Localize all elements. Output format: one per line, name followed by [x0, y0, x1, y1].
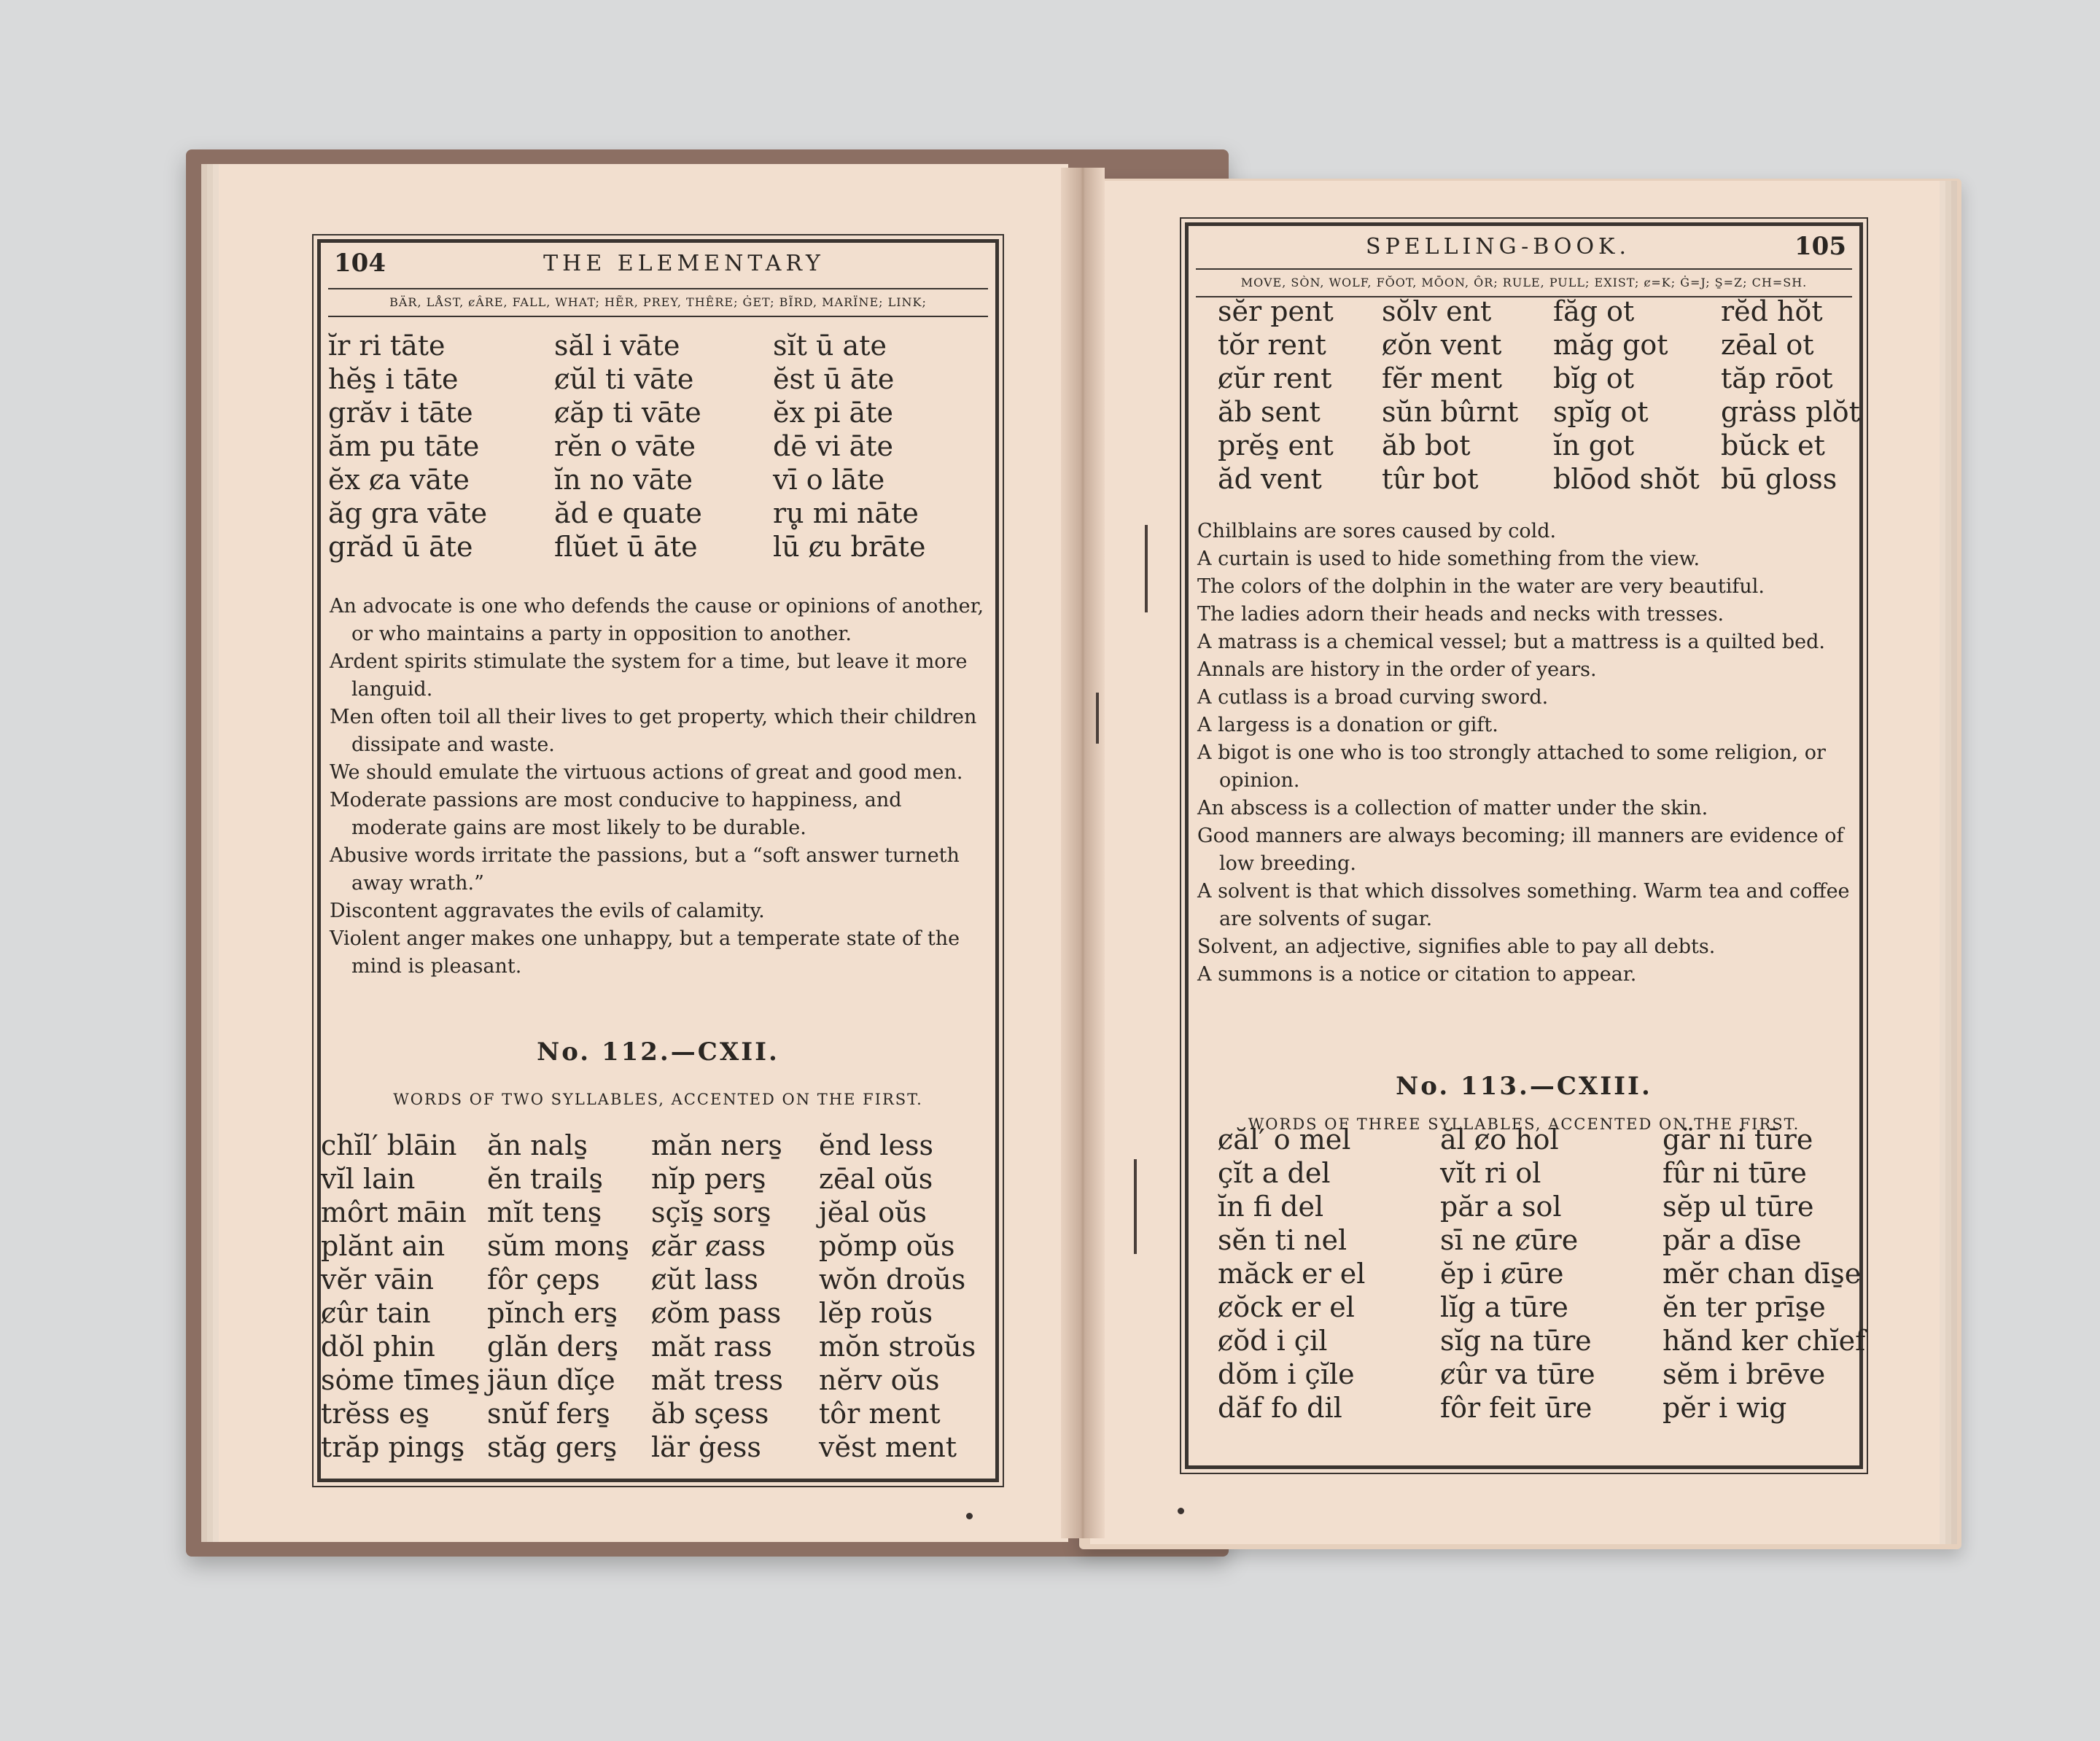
word-cell: ȼŏm pass [651, 1297, 782, 1329]
word-cell: nĭp pers̱ [651, 1163, 766, 1195]
word-cell: jäun dĭçe [487, 1364, 615, 1396]
word-cell: lū ȼu brāte [773, 531, 926, 563]
word-cell: sçĭs̱ sors̱ [651, 1196, 771, 1228]
word-cell: măg got [1553, 329, 1668, 361]
word-cell: wŏn droŭs [819, 1263, 966, 1296]
word-cell: prĕs̱ ent [1218, 429, 1334, 461]
word-cell: hĕs̱ i tāte [328, 363, 459, 395]
sentence: Ardent spirits stimulate the system for a time, but leave it more languid. [330, 650, 968, 701]
left-pronunciation-key: BÄR, LÅST, ȼÂRE, FALL, WHAT; HẼR, PREY, THÊRE; ĠET; BĨRD, MARÏNE; LINK; [328, 288, 988, 317]
sentence: Abusive words irritate the passions, but a “soft answer turneth away wrath.” [330, 844, 960, 895]
word-cell: mĕr chan dīs̱e [1662, 1258, 1862, 1290]
word-cell: pĕr i wig [1662, 1392, 1787, 1424]
word-cell: vĭt ri ol [1440, 1157, 1541, 1189]
word-cell: zēal oŭs [819, 1163, 933, 1195]
right-page-number: 105 [1794, 232, 1846, 261]
word-cell: stăg gers̱ [487, 1431, 618, 1463]
word-cell: sĭt ū ate [773, 330, 887, 362]
word-cell: pĭnch ers̱ [487, 1297, 618, 1329]
right-pronunciation-key: MOVE, SÒN, WOLF, FŎOT, MŌON, ÔR; RULE, PULL; EXIST; ȼ=K; Ġ=J; S̱=Z; CH=SH. [1196, 268, 1852, 297]
word-cell: ăm pu tāte [328, 430, 480, 462]
word-cell: măt rass [651, 1331, 772, 1363]
word-cell: ȼûr va tūre [1440, 1358, 1595, 1390]
word-cell: măn ners̱ [651, 1129, 782, 1161]
word-cell: snŭf fers̱ [487, 1398, 610, 1430]
word-cell: gär ni tūre [1662, 1123, 1813, 1156]
word-cell: plănt ain [321, 1230, 446, 1262]
sentence: Discontent aggravates the evils of calamity. [330, 900, 765, 922]
sentence: We should emulate the virtuous actions of great and good men. [330, 761, 963, 784]
word-cell: ȼŭr rent [1218, 362, 1332, 394]
word-cell: ȼŭt lass [651, 1263, 758, 1296]
word-cell: fôr feit ūre [1440, 1392, 1592, 1424]
binding-stitch [1096, 693, 1099, 744]
word-cell: ĕx pi āte [773, 397, 893, 429]
word-cell: ăb sent [1218, 396, 1321, 428]
word-cell: ĕn ter prīs̱e [1662, 1291, 1826, 1323]
book-gutter [1061, 168, 1105, 1538]
sentence: A cutlass is a broad curving sword. [1197, 686, 1549, 709]
binding-stitch [1134, 1159, 1137, 1254]
word-cell: sȯme tīmes̱ [321, 1364, 481, 1396]
word-cell: dăf fo dil [1218, 1392, 1342, 1424]
word-cell: hănd ker chĭef [1662, 1325, 1866, 1357]
word-cell: ĕn trails̱ [487, 1163, 603, 1195]
word-cell: tôr ment [819, 1398, 941, 1430]
word-cell: ăg gra vāte [328, 497, 488, 529]
word-cell: dŏl phin [321, 1331, 435, 1363]
sentence: An abscess is a collection of matter under the skin. [1197, 797, 1708, 819]
word-cell: pŏmp oŭs [819, 1230, 955, 1262]
word-cell: ĭn fi del [1218, 1191, 1324, 1223]
word-cell: çĭt a del [1218, 1157, 1331, 1189]
word-cell: vī o lāte [773, 464, 885, 496]
word-cell: ăl ȼo hol [1440, 1123, 1559, 1156]
sentence: A curtain is used to hide something from the view. [1197, 548, 1700, 570]
word-cell: sĕm i brēve [1662, 1358, 1826, 1390]
word-cell: ĕnd less [819, 1129, 934, 1161]
left-page-number: 104 [334, 249, 386, 278]
left-section-subtitle: WORDS OF TWO SYLLABLES, ACCENTED ON THE FIRST. [393, 1091, 923, 1108]
sentence: A matrass is a chemical vessel; but a mattress is a quilted bed. [1197, 631, 1825, 653]
word-cell: măt tress [651, 1364, 783, 1396]
word-cell: lär ġess [651, 1431, 761, 1463]
word-cell: tŏr rent [1218, 329, 1326, 361]
word-cell: bŭck et [1721, 429, 1825, 461]
word-cell: ȼăp ti vāte [554, 397, 701, 429]
word-cell: ăb bot [1382, 429, 1471, 461]
right-word-table [1218, 295, 1860, 496]
binding-stitch [1145, 525, 1148, 612]
word-cell: dŏm i çĭle [1218, 1358, 1355, 1390]
word-cell: ȼûr tain [321, 1297, 431, 1329]
word-cell: sŏlv ent [1382, 295, 1492, 327]
word-cell: sĕp ul tūre [1662, 1191, 1814, 1223]
word-cell: săl i vāte [554, 330, 680, 362]
word-cell: môrt māin [321, 1196, 467, 1228]
word-cell: măck er el [1218, 1258, 1366, 1290]
word-cell: ȼăr ȼass [651, 1230, 766, 1262]
word-cell: glăn ders̱ [487, 1331, 619, 1363]
sentence: A largess is a donation or gift. [1197, 714, 1498, 736]
left-word-table [328, 329, 984, 564]
word-cell: ĭn no vāte [554, 464, 693, 496]
word-cell: ĭn got [1553, 429, 1635, 461]
ink-dot [966, 1513, 973, 1519]
word-cell: grăv i tāte [328, 397, 473, 429]
ink-dot [1178, 1508, 1184, 1514]
word-cell: ăn nals̱ [487, 1129, 588, 1161]
sentence: Violent anger makes one unhappy, but a temperate state of the mind is pleasant. [330, 927, 960, 978]
word-cell: ĕp i ȼūre [1440, 1258, 1564, 1290]
word-cell: tûr bot [1382, 463, 1479, 495]
right-page-header [1189, 226, 1859, 267]
right-section-subtitle: WORDS OF THREE SYLLABLES, ACCENTED ON THE FIRST. [1248, 1115, 1800, 1133]
right-section-table [1218, 1123, 1866, 1425]
word-cell: spĭg ot [1553, 396, 1649, 428]
word-cell: ăd e quate [554, 497, 702, 529]
sentence: Men often toil all their lives to get property, which their children dissipate and waste. [330, 706, 977, 756]
word-cell: nĕrv oŭs [819, 1364, 940, 1396]
word-cell: rĕn o vāte [554, 430, 696, 462]
word-cell: sĕr pent [1218, 295, 1334, 327]
right-section-number: No. 113.—CXIII. [1396, 1072, 1652, 1101]
sentence: Chilblains are sores caused by cold. [1197, 520, 1557, 542]
word-cell: fôr çeps [487, 1263, 600, 1296]
word-cell: jĕal oŭs [819, 1196, 928, 1228]
word-cell: ȼŏn vent [1382, 329, 1502, 361]
word-cell: sĕn ti nel [1218, 1224, 1348, 1256]
word-cell: păr a dīse [1662, 1224, 1802, 1256]
sentence: A bigot is one who is too strongly attached to some religion, or opinion. [1197, 741, 1826, 792]
word-cell: rĕd hŏt [1721, 295, 1823, 327]
word-cell: ĕx ȼa vāte [328, 464, 470, 496]
word-cell: mĭt tens̱ [487, 1196, 602, 1228]
word-cell: ăb sçess [651, 1398, 769, 1430]
word-cell: ȼŭl ti vāte [554, 363, 694, 395]
word-cell: chĭl′ blāin [321, 1129, 457, 1161]
word-cell: sŭn bûrnt [1382, 396, 1519, 428]
word-cell: lĭg a tūre [1440, 1291, 1568, 1323]
word-cell: blōod shŏt [1553, 463, 1700, 495]
word-cell: vĭl lain [321, 1163, 416, 1195]
word-cell: flŭet ū āte [554, 531, 698, 563]
right-page [1185, 222, 1866, 1469]
right-sentences [1197, 518, 1854, 989]
left-sentences [330, 593, 986, 981]
word-cell: fûr ni tūre [1662, 1157, 1807, 1189]
sentence: A summons is a notice or citation to appear. [1197, 963, 1637, 986]
sentence: Solvent, an adjective, signifies able to pay all debts. [1197, 935, 1716, 958]
sentence: The colors of the dolphin in the water are very beautiful. [1197, 575, 1765, 598]
word-cell: zēal ot [1721, 329, 1814, 361]
sentence: The ladies adorn their heads and necks with tresses. [1197, 603, 1724, 626]
word-cell: vĕr vāin [321, 1263, 434, 1296]
word-cell: ȼŏck er el [1218, 1291, 1355, 1323]
word-cell: ăd vent [1218, 463, 1322, 495]
word-cell: făg ot [1553, 295, 1635, 327]
word-cell: sī ne ȼūre [1440, 1224, 1579, 1256]
word-cell: trăp pings̱ [321, 1431, 465, 1463]
left-section-table [321, 1129, 992, 1464]
word-cell: ȼŏd i çil [1218, 1325, 1328, 1357]
word-cell: mŏn stroŭs [819, 1331, 976, 1363]
word-cell: ȼăl′ o mel [1218, 1123, 1351, 1156]
word-cell: bū gloss [1721, 463, 1838, 495]
word-cell: păr a sol [1440, 1191, 1562, 1223]
sentence: Moderate passions are most conducive to happiness, and moderate gains are most likely to be durable. [330, 789, 902, 839]
word-cell: lĕp roŭs [819, 1297, 933, 1329]
sentence: Good manners are always becoming; ill manners are evidence of low breeding. [1197, 825, 1844, 875]
word-cell: tăp rōot [1721, 362, 1833, 394]
word-cell: ĕst ū āte [773, 363, 895, 395]
word-cell: sĭg na tūre [1440, 1325, 1592, 1357]
word-cell: grȧss plŏt [1721, 396, 1860, 428]
word-cell: bĭg ot [1553, 362, 1635, 394]
right-running-title: SPELLING-BOOK. [1366, 233, 1630, 260]
left-section-number: No. 112.—CXII. [537, 1037, 779, 1067]
word-cell: ĭr ri tāte [328, 330, 446, 362]
sentence: A solvent is that which dissolves something. Warm tea and coffee are solvents of sugar. [1197, 880, 1850, 930]
word-cell: vĕst ment [819, 1431, 957, 1463]
left-page [317, 239, 999, 1482]
word-cell: ru̥ mi nāte [773, 497, 919, 529]
sentence: Annals are history in the order of years. [1197, 658, 1597, 681]
word-cell: trĕss es̱ [321, 1398, 429, 1430]
sentence: An advocate is one who defends the cause or opinions of another, or who maintains a party in opposition to another. [330, 595, 984, 645]
word-cell: grăd ū āte [328, 531, 473, 563]
word-cell: dē vi āte [773, 430, 894, 462]
left-running-title: THE ELEMENTARY [543, 250, 825, 276]
word-cell: sŭm mons̱ [487, 1230, 629, 1262]
left-page-header [321, 243, 995, 284]
word-cell: fĕr ment [1382, 362, 1503, 394]
